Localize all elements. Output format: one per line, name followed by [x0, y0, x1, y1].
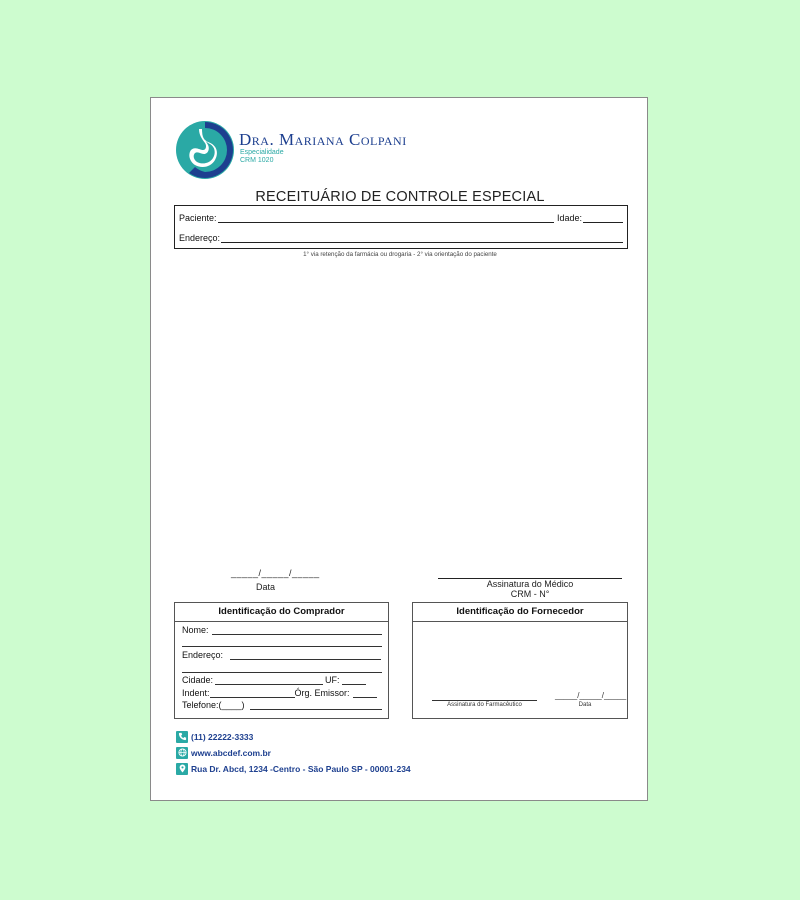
- globe-icon: [176, 747, 188, 759]
- buyer-phone-row: [182, 700, 382, 710]
- buyer-phone-field[interactable]: [250, 700, 382, 710]
- buyer-city-row: [182, 675, 366, 685]
- buyer-city-field[interactable]: [215, 675, 323, 685]
- age-field[interactable]: [583, 213, 623, 223]
- buyer-blank-row-2: [182, 663, 382, 673]
- location-pin-icon: [176, 763, 188, 775]
- patient-label: Paciente:: [179, 213, 217, 223]
- buyer-issuer-label: Órg. Emissor:: [294, 688, 350, 698]
- buyer-box-title: Identificação do Comprador: [175, 603, 388, 622]
- buyer-uf-label: UF:: [325, 675, 340, 685]
- buyer-id-row: [182, 688, 377, 698]
- address-field[interactable]: [221, 233, 623, 243]
- phone-text: (11) 22222-3333: [191, 731, 254, 742]
- date-label: Data: [256, 582, 276, 592]
- stomach-logo-icon: [175, 120, 235, 180]
- buyer-uf-field[interactable]: [342, 675, 366, 685]
- buyer-address-field[interactable]: [230, 650, 381, 660]
- phone-icon: [176, 731, 188, 743]
- via-note: 1° via retenção da farmácia ou drogaria - 2° via orientação do paciente: [303, 251, 497, 258]
- buyer-issuer-field[interactable]: [353, 688, 377, 698]
- buyer-identification-box: [174, 602, 389, 719]
- supplier-date-field[interactable]: _____/_____/_____: [555, 691, 627, 700]
- buyer-id-label: Indent:: [182, 688, 210, 698]
- buyer-city-label: Cidade:: [182, 675, 214, 685]
- doctor-prefix: Dra.: [239, 130, 275, 149]
- supplier-box-title: Identificação do Fornecedor: [413, 603, 627, 622]
- pharmacist-signature-line[interactable]: [432, 700, 537, 701]
- buyer-name-field[interactable]: [212, 625, 382, 635]
- buyer-address-label: Endereço:: [182, 650, 224, 660]
- address-row: [179, 233, 623, 243]
- supplier-date-label: Data: [578, 702, 592, 708]
- buyer-id-field[interactable]: [210, 688, 295, 698]
- buyer-name-row: [182, 625, 382, 635]
- buyer-extra-field-2[interactable]: [182, 663, 382, 673]
- document-title: RECEITUÁRIO DE CONTROLE ESPECIAL: [255, 189, 545, 205]
- buyer-address-row: [182, 650, 381, 660]
- contact-address: [176, 762, 411, 775]
- specialty-text: Especialidade: [240, 149, 284, 156]
- patient-info-box: [174, 205, 628, 249]
- doctor-signature-label: Assinatura do Médico: [486, 579, 574, 589]
- address-label: Endereço:: [179, 233, 221, 243]
- patient-field[interactable]: [218, 213, 555, 223]
- crm-number-label: CRM - N°: [510, 589, 550, 599]
- contact-website: [176, 746, 271, 759]
- crm-text: CRM 1020: [240, 157, 274, 164]
- age-label: Idade:: [557, 213, 583, 223]
- buyer-blank-row: [182, 637, 382, 647]
- buyer-phone-label: Telefone:(____): [182, 700, 245, 710]
- buyer-name-label: Nome:: [182, 625, 209, 635]
- buyer-extra-field[interactable]: [182, 637, 382, 647]
- doctor-full-name: Mariana Colpani: [278, 130, 407, 149]
- address-text: Rua Dr. Abcd, 1234 -Centro - São Paulo SP - 00001-234: [191, 763, 411, 774]
- supplier-identification-box: [412, 602, 628, 719]
- website-text[interactable]: www.abcdef.com.br: [191, 747, 271, 758]
- date-field[interactable]: _____/_____/_____: [231, 568, 320, 578]
- patient-row: [179, 213, 623, 223]
- contact-phone: [176, 730, 253, 743]
- pharmacist-signature-label: Assinatura do Farmacêutico: [447, 702, 522, 708]
- prescription-sheet: [150, 97, 648, 801]
- doctor-name: [239, 130, 407, 150]
